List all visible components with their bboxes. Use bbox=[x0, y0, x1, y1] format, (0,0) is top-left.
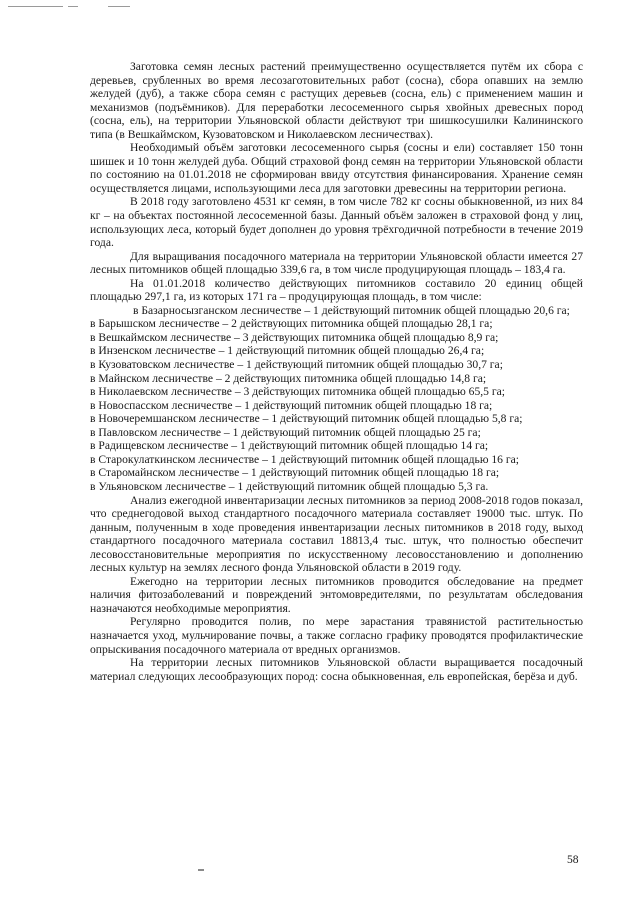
paragraph-nurseries-total: Для выращивания посадочного материала на территории Ульяновской области имеется 27 лесных питомников общей площадью 339,6 га, в том числе продуцирующая площадь – 183,4 га. bbox=[90, 249, 583, 277]
list-item: в Вешкаймском лесничестве – 3 действующих питомника общей площадью 8,9 га; bbox=[90, 330, 499, 344]
paragraph-species: На территории лесных питомников Ульяновской области выращивается посадочный материал следующих лесообразующих пород: сосна обыкновенная, ель европейская, берёза и дуб. bbox=[90, 656, 583, 683]
list-item: в Барышском лесничестве – 2 действующих питомника общей площадью 28,1 га; bbox=[90, 317, 493, 331]
paragraph-inventory-analysis: Анализ ежегодной инвентаризации лесных питомников за период 2008-2018 годов показал, что среднегодовой выход стандартного посадочного материала составляет 19000 тыс. штук. По данным, полученным в ходе проведения инвентаризации лесных питомников в 2018 году, выход стандартного посадочного материала составил 18813,4 тыс. штук, что полностью обеспечит лесовосстановительные мероприятия по искусственному лесовосстановлению и дополнению лесных культур на землях лесного фонда Ульяновской области в 2019 году. bbox=[90, 493, 583, 575]
list-item: в Старокулаткинском лесничестве – 1 действующий питомник общей площадью 16 га; bbox=[90, 452, 519, 466]
list-item: в Новоспасском лесничестве – 1 действующий питомник общей площадью 18 га; bbox=[90, 398, 493, 412]
list-item: в Радищевском лесничестве – 1 действующий питомник общей площадью 14 га; bbox=[90, 439, 489, 453]
document-body bbox=[90, 60, 583, 683]
paragraph-seed-volume: Необходимый объём заготовки лесосеменного сырья (сосны и ели) составляет 150 тонн шишек и 10 тонн желудей дуба. Общий страховой фонд семян на территории Ульяновской области по состоянию на 01.01.2018 не сформирован ввиду отсутствия финансирования. Хранение семян осуществляется лицами, использующими леса для заготовки древесины на территории региона. bbox=[90, 141, 583, 195]
list-item: в Новочеремшанском лесничестве – 1 действующий питомник общей площадью 5,8 га; bbox=[90, 412, 523, 426]
list-item: в Кузоватовском лесничестве – 1 действующий питомник общей площадью 30,7 га; bbox=[90, 358, 503, 372]
paragraph-phyto-inspection: Ежегодно на территории лесных питомников проводится обследование на предмет наличия фитозаболеваний и повреждений энтомовредителями, по результатам обследования назначаются необходимые мероприятия. bbox=[90, 574, 583, 615]
list-item-first: в Базарносызганском лесничестве – 1 действующий питомник общей площадью 20,6 га; bbox=[133, 303, 570, 317]
paragraph-seed-harvesting: Заготовка семян лесных растений преимущественно осуществляется путём их сбора с деревьев, срубленных во время лесозаготовительных работ (сосна), сбора опавших на землю желудей (дуб), а также сбора семян с растущих деревьев (сосна, ель) с применением машин и механизмов (подъёмников). Для переработки лесосеменного сырья хвойных древесных пород (сосна, ель), на территории Ульяновской области действуют три шишкосушилки Калининского типа (в Вешкаймском, Кузоватовском и Николаевском лесничествах). bbox=[90, 60, 583, 141]
paragraph-seed-2018: В 2018 году заготовлено 4531 кг семян, в том числе 782 кг сосны обыкновенной, из них 84 кг – на объектах постоянной лесосеменной базы. Данный объём заложен в страховой фонд у лиц, использующих леса, который будет дополнен до уровня трёхгодичной потребности в течение 2019 года. bbox=[90, 195, 583, 250]
list-item: в Ульяновском лесничестве – 1 действующий питомник общей площадью 5,3 га. bbox=[90, 479, 489, 493]
paragraph-active-nurseries: На 01.01.2018 количество действующих питомников составило 20 единиц общей площадью 297,1 га, из которых 171 га – продуцирующая площадь, в том числе: bbox=[90, 276, 583, 304]
list-item: в Николаевском лесничестве – 3 действующих питомника общей площадью 65,5 га; bbox=[90, 385, 505, 399]
paragraph-care: Регулярно проводится полив, по мере зарастания травянистой растительностью назначается уход, мульчирование почвы, а также согласно графику проводятся профилактические опрыскивания посадочного материала от вредных организмов. bbox=[90, 615, 583, 656]
scan-artifact-marks bbox=[8, 6, 158, 10]
list-item: в Инзенском лесничестве – 1 действующий питомник общей площадью 26,4 га; bbox=[90, 344, 485, 358]
list-item: в Старомайнском лесничестве – 1 действующий питомник общей площадью 18 га; bbox=[90, 466, 500, 480]
nursery-list bbox=[90, 317, 583, 493]
page-number: 58 bbox=[567, 853, 579, 866]
scan-artifact-dot bbox=[198, 869, 204, 871]
list-item: в Майнском лесничестве – 2 действующих питомника общей площадью 14,8 га; bbox=[90, 371, 487, 385]
list-item: в Павловском лесничестве – 1 действующий питомник общей площадью 25 га; bbox=[90, 425, 481, 439]
